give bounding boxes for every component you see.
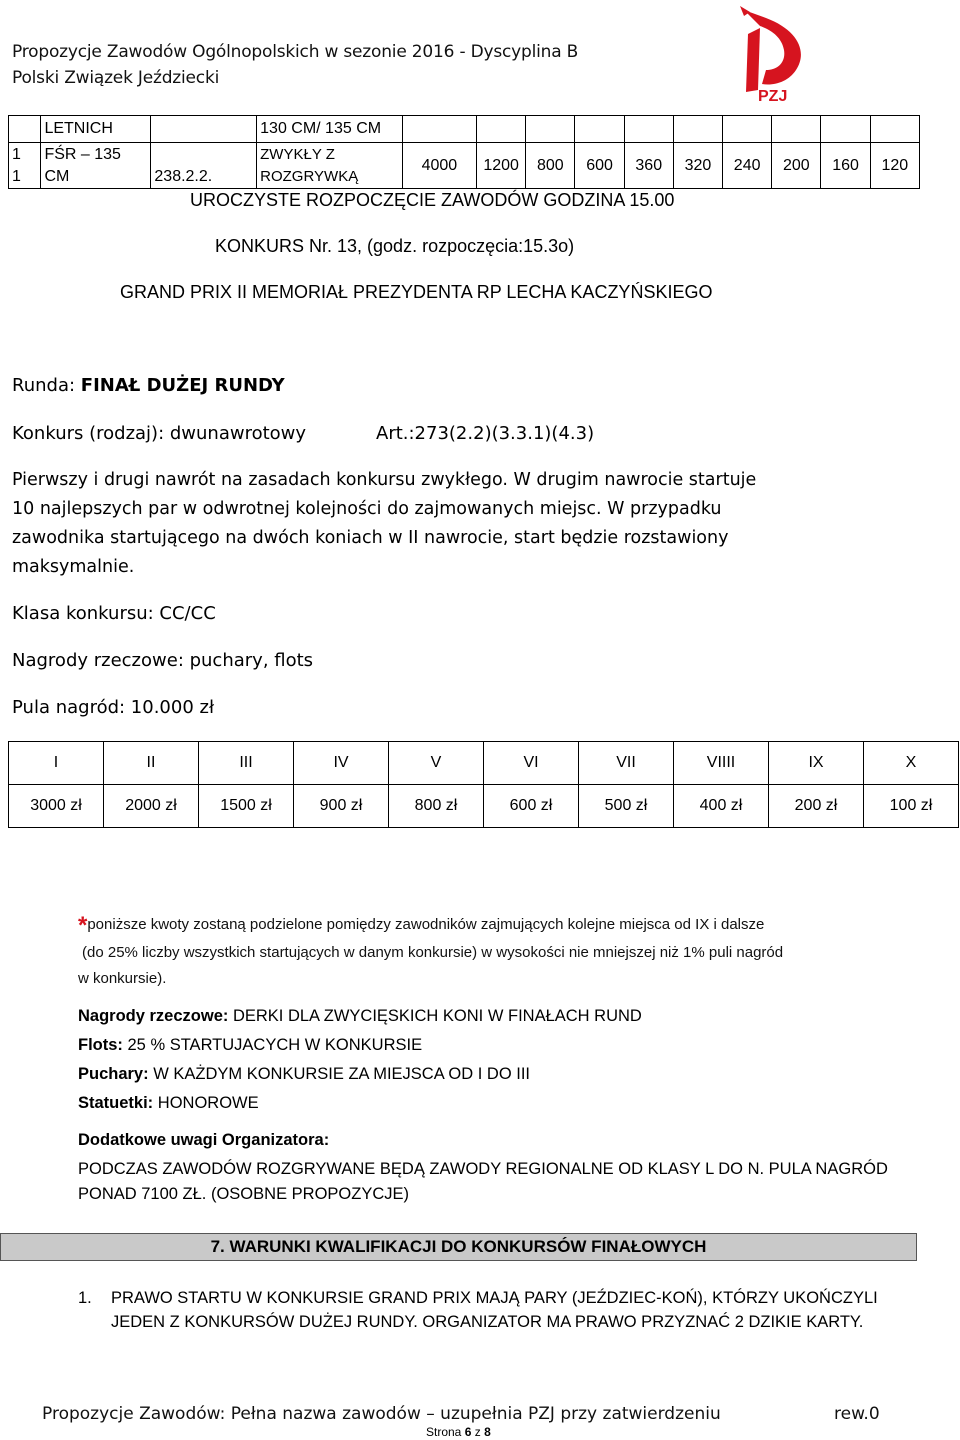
uwagi-line: PONAD 7100 ZŁ. (OSOBNE PROPOZYCJE) xyxy=(78,1185,409,1203)
rodzaj-line: Konkurs (rodzaj): dwunawrotowy xyxy=(12,423,307,444)
place-cell: II xyxy=(104,742,199,785)
runda-value: FINAŁ DUŻEJ RUNDY xyxy=(80,375,285,396)
prize-cell: 600 xyxy=(575,143,624,189)
label: Flots: xyxy=(78,1036,123,1054)
footer-revision: rew.0 xyxy=(834,1404,880,1424)
page-prefix: Strona xyxy=(426,1425,465,1439)
class-line: 130 CM/ 135 CM xyxy=(257,116,403,143)
place-cell: IV xyxy=(294,742,389,785)
place-cell: I xyxy=(9,742,104,785)
uwagi-label: Dodatkowe uwagi Organizatora: xyxy=(78,1131,330,1149)
desc-line: Pierwszy i drugi nawrót na zasadach konkursu zwykłego. W drugim nawrocie startuje xyxy=(12,470,757,490)
prize-cell: 240 xyxy=(723,143,772,189)
page-mid: z xyxy=(471,1425,485,1439)
amount-cell: 1500 zł xyxy=(199,785,294,828)
place-cell: IX xyxy=(769,742,864,785)
prize-cell: 800 xyxy=(526,143,575,189)
place-cell: X xyxy=(864,742,959,785)
place-cell: VI xyxy=(484,742,579,785)
ceremony-line: UROCZYSTE ROZPOCZĘCIE ZAWODÓW GODZINA 15.00 xyxy=(190,190,675,210)
desc-line: maksymalnie. xyxy=(12,557,135,577)
value: 25 % STARTUJACYCH W KONKURSIE xyxy=(122,1036,423,1054)
place-cell: VII xyxy=(579,742,674,785)
klasa-line: Klasa konkursu: CC/CC xyxy=(12,603,216,624)
place-cell: III xyxy=(199,742,294,785)
amount-cell: 100 zł xyxy=(864,785,959,828)
statuetki xyxy=(78,1094,259,1113)
value: DERKI DLA ZWYCIĘSKICH KONI W FINAŁACH RUND xyxy=(228,1007,642,1025)
row-number: 1 xyxy=(12,167,21,185)
article-code: 238.2.2. xyxy=(151,143,257,189)
label: Puchary: xyxy=(78,1065,149,1083)
art-line: Art.:273(2.2)(3.3.1)(4.3) xyxy=(376,423,595,444)
amount-cell: 2000 zł xyxy=(104,785,199,828)
nagrody-rzeczowe xyxy=(78,1007,642,1026)
amount-cell: 200 zł xyxy=(769,785,864,828)
note-line xyxy=(78,912,764,940)
pula-line: Pula nagród: 10.000 zł xyxy=(12,697,215,718)
place-cell: VIIII xyxy=(674,742,769,785)
prize-table xyxy=(8,741,959,828)
class-line: ZWYKŁY Z xyxy=(260,145,335,163)
note-text: poniższe kwoty zostaną podzielone pomiędzy zawodników zajmujących kolejne miejsca od IX i dalsze xyxy=(87,916,765,933)
class-line: ROZGRYWKĄ xyxy=(260,167,359,185)
place-cell: V xyxy=(389,742,484,785)
prize-cell: 1200 xyxy=(477,143,526,189)
label: Statuetki: xyxy=(78,1094,154,1112)
desc-line: zawodnika startującego na dwóch koniach w II nawrocie, start będzie rozstawiony xyxy=(12,528,729,548)
row-text: LETNICH xyxy=(41,116,151,143)
list-number: 1. xyxy=(78,1289,92,1307)
amount-cell: 800 zł xyxy=(389,785,484,828)
logo-text: PZJ xyxy=(758,88,788,105)
top-class-table xyxy=(8,115,920,189)
row-text: CM xyxy=(44,167,70,185)
prize-cell: 320 xyxy=(673,143,722,189)
amount-cell: 3000 zł xyxy=(9,785,104,828)
header-title: Propozycje Zawodów Ogólnopolskich w sezonie 2016 - Dyscyplina B xyxy=(12,42,579,62)
amount-cell: 400 zł xyxy=(674,785,769,828)
prize-cell: 360 xyxy=(624,143,673,189)
label: Nagrody rzeczowe: xyxy=(78,1007,229,1025)
runda-line xyxy=(12,375,285,396)
prize-cell: 120 xyxy=(870,143,919,189)
amount-cell: 500 zł xyxy=(579,785,674,828)
prize-cell: 160 xyxy=(821,143,870,189)
footer-text: Propozycje Zawodów: Pełna nazwa zawodów – uzupełnia PZJ przy zatwierdzeniu xyxy=(42,1404,721,1424)
runda-label: Runda: xyxy=(12,375,76,396)
header-subtitle: Polski Związek Jeździecki xyxy=(12,68,220,88)
page-current: 6 xyxy=(464,1425,472,1439)
flots xyxy=(78,1036,422,1055)
puchary xyxy=(78,1065,530,1084)
konkurs-title: GRAND PRIX II MEMORIAŁ PREZYDENTA RP LECHA KACZYŃSKIEGO xyxy=(120,282,713,302)
section-7-heading: 7. WARUNKI KWALIFIKACJI DO KONKURSÓW FINAŁOWYCH xyxy=(0,1233,917,1261)
prize-cell: 4000 xyxy=(402,143,476,189)
list-item-line: JEDEN Z KONKURSÓW DUŻEJ RUNDY. ORGANIZATOR MA PRAWO PRZYZNAĆ 2 DZIKIE KARTY. xyxy=(111,1313,864,1331)
pzj-logo xyxy=(736,4,816,108)
uwagi-line: PODCZAS ZAWODÓW ROZGRYWANE BĘDĄ ZAWODY REGIONALNE OD KLASY L DO N. PULA NAGRÓD xyxy=(78,1160,888,1178)
note-line: (do 25% liczby wszystkich startujących w danym konkursie) w wysokości nie mniejszej niż 1% puli nagród xyxy=(82,944,784,961)
list-item-line: PRAWO STARTU W KONKURSIE GRAND PRIX MAJĄ PARY (JEŹDZIEC-KOŃ), KTÓRZY UKOŃCZYLI xyxy=(111,1289,878,1307)
note-line: w konkursie). xyxy=(78,970,167,987)
row-text: FŚR – 135 xyxy=(44,145,121,163)
value: HONOROWE xyxy=(153,1094,259,1112)
page-number xyxy=(426,1425,491,1439)
row-number: 1 xyxy=(12,145,21,163)
konkurs-number: KONKURS Nr. 13, (godz. rozpoczęcia:15.3o) xyxy=(215,236,575,256)
desc-line: 10 najlepszych par w odwrotnej kolejności do zajmowanych miejsc. W przypadku xyxy=(12,499,722,519)
amount-cell: 600 zł xyxy=(484,785,579,828)
asterisk-mark: * xyxy=(78,912,88,939)
value: W KAŻDYM KONKURSIE ZA MIEJSCA OD I DO III xyxy=(148,1065,530,1083)
prize-cell: 200 xyxy=(772,143,821,189)
amount-cell: 900 zł xyxy=(294,785,389,828)
page-total: 8 xyxy=(484,1425,491,1439)
nagrody-line: Nagrody rzeczowe: puchary, flots xyxy=(12,650,314,671)
